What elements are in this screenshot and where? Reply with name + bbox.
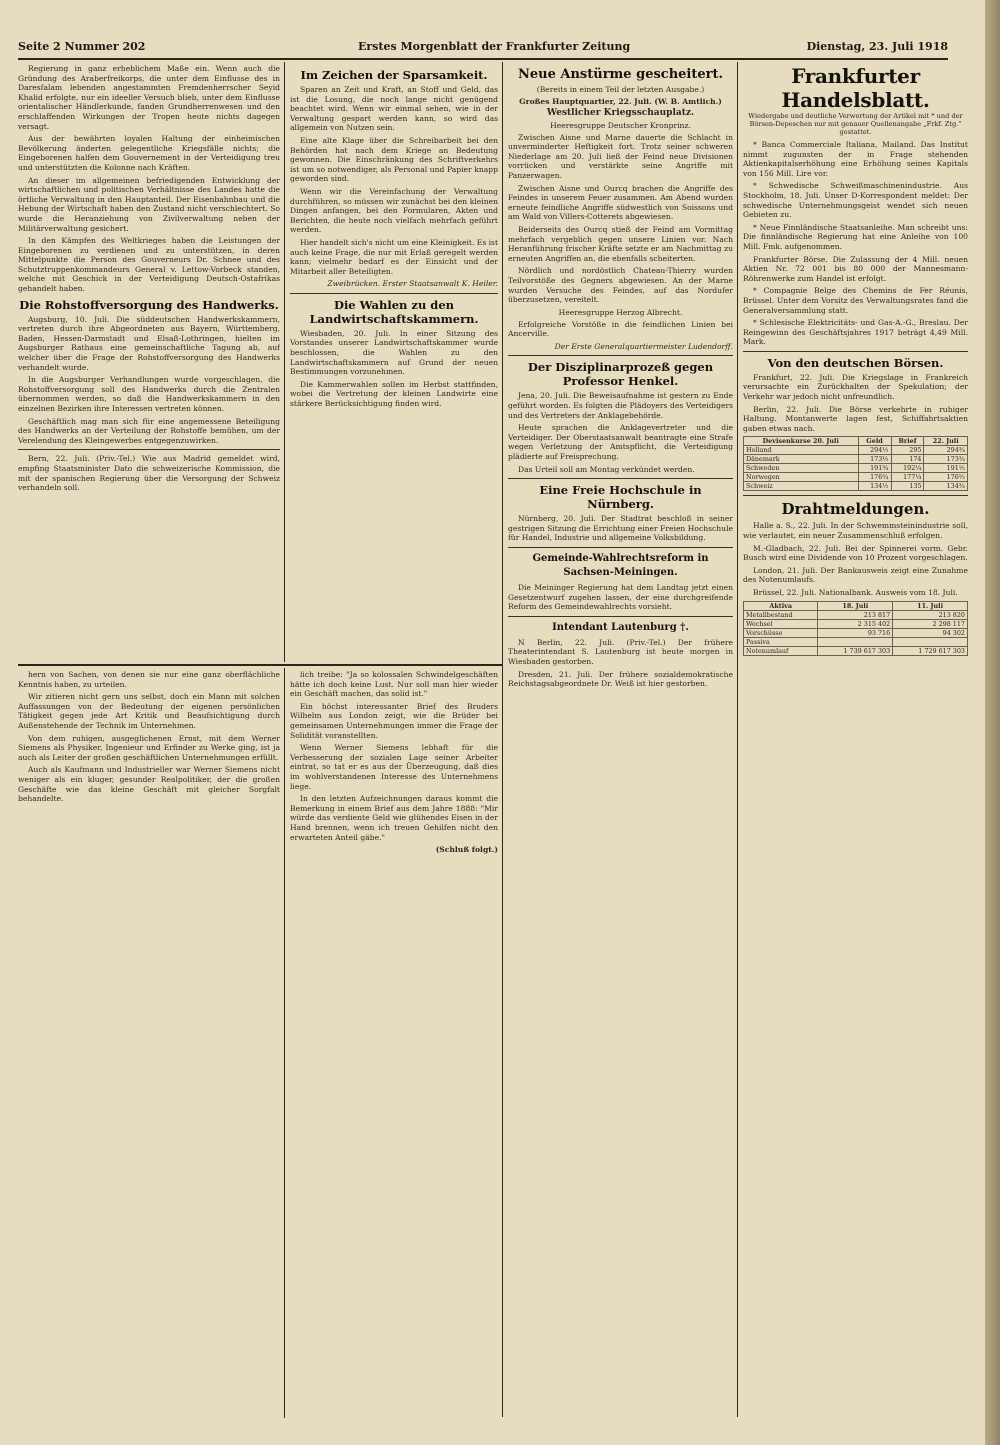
feuilleton-column-left bbox=[18, 670, 280, 1415]
paragraph: Wenn Werner Siemens lebhaft für die Verbesserung der sozialen Lage seiner Arbeiter eintrat, so tat er es aus der Überzeugung, daß dies im wohlverstandenen Interesse des Unternehmens liege. bbox=[290, 743, 498, 791]
table-row bbox=[744, 619, 968, 628]
article-signature: Der Erste Generalquartiermeister Ludendorff. bbox=[554, 341, 733, 351]
paragraph: M.-Gladbach, 22. Juli. Bei der Spinnerei vorm. Gebr. Busch wird eine Dividende von 10 Prozent vorgeschlagen. bbox=[743, 543, 968, 563]
page-number: Seite 2 Nummer 202 bbox=[18, 40, 146, 53]
divider bbox=[508, 355, 733, 356]
table-cell: 2 298 117 bbox=[893, 619, 968, 628]
paragraph: Zwischen Aisne und Ourcq brachen die Angriffe des Feindes in unserem Feuer zusammen. Am Abend wurden erneute feindliche Angriffe südwestlich von Soissons und am Wald von Villers-Cotterets abgewiesen. bbox=[508, 183, 733, 222]
feuilleton-rule bbox=[18, 664, 502, 666]
table-cell: Dänemark bbox=[744, 455, 859, 464]
paragraph: Geschäftlich mag man sich für eine angemessene Beteiligung des Handwerks an der Verteilung der Rohstoffe bemühen, um der Verelendung des Kleingewerbes entgegenzuwirken. bbox=[18, 416, 280, 445]
table-cell: Passiva bbox=[744, 637, 818, 646]
article-title: Die Wahlen zu den Landwirtschaftskammern. bbox=[309, 297, 479, 326]
column-4 bbox=[743, 64, 968, 1414]
section-subheading: Heeresgruppe Herzog Albrecht. bbox=[558, 307, 683, 317]
table-cell: 213 820 bbox=[893, 610, 968, 619]
paragraph: Augsburg, 10. Juli. Die süddeutschen Handwerkskammern, vertreten durch ihre Abgeordneten aus Bayern, Württemberg, Baden, Hessen-Darmstadt und Elsaß-Lothringen, hielten im Augsburger Rathaus eine gemeinschaftliche Tagung ab, auf welcher über die Frage der Rohstoffversorgung des Handwerks verhandelt wurde. bbox=[18, 314, 280, 372]
table-cell: 294¾ bbox=[924, 446, 968, 455]
paragraph: * Neue Finnländische Staatsanleihe. Man schreibt uns: Die finnländische Regierung hat eine Anleihe von 100 Mill. Fmk. aufgenommen. bbox=[743, 222, 968, 251]
table-cell: 191½ bbox=[924, 464, 968, 473]
paragraph: Frankfurt, 22. Juli. Die Kriegslage in Frankreich verursachte ein Zurückhalten der Spekulation; der Verkehr war jedoch nicht unfreundlich. bbox=[743, 372, 968, 402]
divider bbox=[508, 616, 733, 617]
paragraph: Dresden, 21. Juli. Der frühere sozialdemokratische Reichstagsabgeordnete Dr. Weiß ist hier gestorben. bbox=[508, 669, 733, 689]
paragraph: Berlin, 22. Juli. Die Börse verkehrte in ruhiger Haltung. Montanwerte lagen fest, Schiffahrtsaktien gaben etwas nach. bbox=[743, 404, 968, 433]
section-heading: Drahtmeldungen. bbox=[781, 500, 930, 519]
article-title: Im Zeichen der Sparsamkeit. bbox=[300, 68, 488, 82]
table-cell: 93 716 bbox=[818, 628, 893, 637]
column-1 bbox=[18, 64, 280, 659]
column-rule bbox=[737, 62, 738, 1417]
section-subheading: Heeresgruppe Deutscher Kronprinz. bbox=[550, 120, 691, 130]
table-header: 22. Juli bbox=[924, 437, 968, 446]
divider bbox=[290, 293, 498, 294]
table-cell: 174 bbox=[891, 455, 924, 464]
continuation-note: (Schluß folgt.) bbox=[435, 845, 498, 855]
reprint-notice: Wiedergabe und deutliche Verwertung der Artikel mit * und der Börsen-Depeschen nur mit genauer Quellenangabe „Frkf. Ztg." gestattet. bbox=[748, 112, 963, 136]
paragraph: * Schlesische Elektricitäts- und Gas-A.-G., Breslau. Der Reingewinn des Geschäftsjahres 1917 beträgt 4,49 Mill. Mark. bbox=[743, 318, 968, 347]
table-cell: 1 739 617 303 bbox=[818, 646, 893, 655]
divider bbox=[18, 449, 280, 450]
paragraph: Sparen an Zeit und Kraft, an Stoff und Geld, das ist die Losung, die noch lange nicht genügend beachtet wird. Wenn wir einmal sehen, wie in der Verwaltung gespart werden kann, so wird das allgemein von Nutzen sein. bbox=[290, 85, 498, 133]
paragraph: Regierung in ganz erheblichem Maße ein. Wenn auch die Gründung des Araberfreikorps, die unter dem Einflusse des in Daresfalam lebenden angestammten Fremdenherrscher Seyid Khalid erfolgte, nur ein ideeller Versuch blieb, unter dem Einflusse orientalischer Händlerkunde, fanden Grundherrenwesen und den erschlaffenden Wirkungen der Tropen heute nichts dagegen versagt. bbox=[18, 64, 280, 131]
table-row bbox=[744, 628, 968, 637]
paragraph: Aus der bewährten loyalen Haltung der einheimischen Bevölkerung änderten gelegentliche Kriegsfälle nichts; die Eingeborenen halfen dem Gouvernement in der Verteidigung treu und unterstützten die Kolonne nach Kräften. bbox=[18, 134, 280, 172]
table-cell bbox=[893, 637, 968, 646]
feuilleton-column-right bbox=[290, 670, 498, 1415]
table-row bbox=[744, 473, 968, 482]
table-row bbox=[744, 482, 968, 491]
table-cell: Wechsel bbox=[744, 619, 818, 628]
divider bbox=[743, 351, 968, 352]
table-cell: Schweiz bbox=[744, 482, 859, 491]
page-spine bbox=[985, 0, 1000, 1445]
paragraph: Das Urteil soll am Montag verkündet werden. bbox=[518, 464, 695, 474]
paragraph: Heute sprachen die Anklagevertreter und die Verteidiger. Der Oberstaatsanwalt beantragte eine Strafe wegen Verletzung der Amtspflicht, die Verteidigung plädierte auf Freisprechung. bbox=[508, 423, 733, 462]
paragraph: In die Augsburger Verhandlungen wurde vorgeschlagen, die Rohstoffversorgung soll des Handwerks durch die Zentralen übernommen werden, so daß die Handwerkskammern in den einzelnen Bezirken ihre Interessen vertreten können. bbox=[18, 375, 280, 413]
table-header: 18. Juli bbox=[818, 601, 893, 610]
table-cell: 2 315 402 bbox=[818, 619, 893, 628]
table-header: Geld bbox=[858, 437, 891, 446]
table-cell: 295 bbox=[891, 446, 924, 455]
header-rule bbox=[18, 58, 948, 60]
paragraph: * Banca Commerciale Italiana, Mailand. Das Institut nimmt zugunsten der in Frage stehenden Aktienkapitalserhöhung eine Erhöhung seines Kapitals von 156 Mill. Lire vor. bbox=[743, 140, 968, 178]
article-title: Neue Anstürme gescheitert. bbox=[517, 67, 724, 82]
column-rule bbox=[284, 668, 285, 1418]
bank-statement-table bbox=[743, 601, 968, 656]
table-cell: 1 729 617 303 bbox=[893, 646, 968, 655]
table-row bbox=[744, 464, 968, 473]
table-header: 11. Juli bbox=[893, 601, 968, 610]
table-row bbox=[744, 646, 968, 655]
table-cell: 173½ bbox=[858, 455, 891, 464]
table-header: Devisenkurse 20. Juli bbox=[744, 437, 859, 446]
divider bbox=[743, 495, 968, 496]
paragraph: hern von Sachen, von denen sie nur eine ganz oberflächliche Kenntnis haben, zu urteilen. bbox=[18, 670, 280, 689]
paragraph: Erfolgreiche Vorstöße in die feindlichen Linien bei Ancerville. bbox=[508, 319, 733, 339]
paragraph: Wir zitieren nicht gern uns selbst, doch ein Mann mit solchen Auffassungen von der Bedeutung der eigenen persönlichen Tätigkeit gegen jede Art Kritik und Beaufsichtigung durch Außenstehende der Technik im Unternehmen. bbox=[18, 692, 280, 730]
paragraph: Frankfurter Börse. Die Zulassung der 4 Mill. neuen Aktien Nr. 72 001 bis 80 000 der Mannesmann-Röhrenwerke zum Handel ist erfolgt. bbox=[743, 254, 968, 283]
exchange-rate-table bbox=[743, 436, 968, 491]
section-heading: Westlicher Kriegsschauplatz. bbox=[546, 108, 695, 118]
table-cell: Norwegen bbox=[744, 473, 859, 482]
table-cell: Vorschüsse bbox=[744, 628, 818, 637]
column-2 bbox=[290, 64, 498, 659]
table-cell: 294½ bbox=[858, 446, 891, 455]
table-cell: 173¾ bbox=[924, 455, 968, 464]
news-brief: Bern, 22. Juli. (Priv.-Tel.) Wie aus Madrid gemeldet wird, empfing Staatsminister Dato die schweizerische Kommission, die mit der spanischen Regierung über die Versorgung der Schweiz verhandeln soll. bbox=[18, 454, 280, 493]
table-cell: 135 bbox=[891, 482, 924, 491]
table-cell: 94 302 bbox=[893, 628, 968, 637]
section-heading: Von den deutschen Börsen. bbox=[767, 355, 944, 370]
table-cell: 134½ bbox=[858, 482, 891, 491]
table-cell: 176¾ bbox=[858, 473, 891, 482]
column-rule bbox=[502, 62, 503, 1417]
column-rule bbox=[284, 62, 285, 662]
paragraph: Hier handelt sich's nicht um eine Kleinigkeit. Es ist auch keine Frage, die nur mit Erlaß geregelt werden kann; vielmehr bedarf es der Einsicht und der Mitarbeit aller Beteiligten. bbox=[290, 237, 498, 276]
table-cell: Holland bbox=[744, 446, 859, 455]
paragraph: Wiesbaden, 20. Juli. In einer Sitzung des Vorstandes unserer Landwirtschaftskammer wurde beschlossen, die Wahlen zu den Landwirtschaftskammern auf Grund der neuen Bestimmungen vorzunehmen. bbox=[290, 328, 498, 377]
paragraph: * Schwedische Schweißmaschinenindustrie. Aus Stockholm, 18. Juli. Unser D-Korrespondent meldet: Der schwedische Unternehmungsgeist wendet sich neuen Gebieten zu. bbox=[743, 181, 968, 220]
paragraph: Von dem ruhigen, ausgeglichenen Ernst, mit dem Werner Siemens als Physiker, Ingenieur und Erfinder zu Werke ging, ist ja auch als Leiter der großen geschäftlichen Unternehmungen erfüllt. bbox=[18, 733, 280, 762]
table-cell bbox=[818, 637, 893, 646]
paragraph: In den Kämpfen des Weltkrieges haben die Leistungen der Eingeborenen zu verdienen und zu unterstützen, in deren Mittelpunkte die Person des Gouverneurs Dr. Schnee und des Schutztruppenkommandeurs General v. Lettow-Vorbeck standen, welche mit Geschick in der Verteidigung Deutsch-Ostafrikas gehandelt haben. bbox=[18, 236, 280, 294]
table-cell: 191¾ bbox=[858, 464, 891, 473]
table-cell: Schweden bbox=[744, 464, 859, 473]
table-cell: 192¼ bbox=[891, 464, 924, 473]
paragraph: Beiderseits des Ourcq stieß der Feind am Vormittag mehrfach vergeblich gegen unsere Linien vor. Nach Heranführung frischer Kräfte setzte er am Nachmittag zu erneuten Angriffen an, die ebenfalls scheiterten. bbox=[508, 224, 733, 263]
paragraph: Wenn wir die Vereinfachung der Verwaltung durchführen, so müssen wir zunächst bei den kleinen Dingen anfangen, bei den Formularen, Akten und Berichten, die heute noch vielfach mehrfach geführt werden. bbox=[290, 186, 498, 235]
article-title: Die Rohstoffversorgung des Handwerks. bbox=[19, 297, 279, 312]
page-header bbox=[18, 40, 948, 58]
table-cell: 177¼ bbox=[891, 473, 924, 482]
article-subtitle: (Bereits in einem Teil der letzten Ausgabe.) bbox=[536, 85, 705, 94]
paragraph: * Compagnie Belge des Chemins de Fer Réunis, Brüssel. Unter dem Vorsitz des Verwaltungsrates fand die Generalversammlung statt. bbox=[743, 286, 968, 315]
paragraph: Ein höchst interessanter Brief des Bruders Wilhelm aus London zeigt, wie die Brüder bei gemeinsamen Unternehmungen immer die Frage der Solidität voranstellten. bbox=[290, 701, 498, 740]
paragraph: Brüssel, 22. Juli. Nationalbank. Ausweis vom 18. Juli. bbox=[753, 588, 958, 597]
table-row bbox=[744, 610, 968, 619]
paragraph: An dieser im allgemeinen befriedigenden Entwicklung der wirtschaftlichen und politischen Verhältnisse des Landes hatte die örtliche Verwaltung in den Hauptanteil. Der Eisenbahnbau und die Hebung der Wirtschaft haben den Zustand nicht verschlechtert. So wurde die Heranziehung von Zivilverwaltung neben der Militärverwaltung gesichert. bbox=[18, 175, 280, 233]
table-cell: 134¾ bbox=[924, 482, 968, 491]
table-cell: Notenumlauf bbox=[744, 646, 818, 655]
article-title: Eine Freie Hochschule in Nürnberg. bbox=[539, 483, 702, 512]
divider bbox=[508, 478, 733, 479]
paragraph: Jena, 20. Juli. Die Beweisaufnahme ist gestern zu Ende geführt worden. Es folgten die Plädoyers des Verteidigers und des Vertreters der Anklagebehörde. bbox=[508, 391, 733, 420]
paragraph: London, 21. Juli. Der Bankausweis zeigt eine Zunahme des Notenumlaufs. bbox=[743, 565, 968, 585]
paragraph: Zwischen Aisne und Marne dauerte die Schlacht in unverminderter Heftigkeit fort. Trotz seiner schweren Niederlage am 20. Juli ließ der Feind neue Divisionen vorrücken und verstärkte seine Angriffe mit Panzerwagen. bbox=[508, 132, 733, 180]
table-header: Brief bbox=[891, 437, 924, 446]
article-title: Der Disziplinarprozeß gegen Professor Henkel. bbox=[527, 360, 714, 389]
article-signature: Zweibrücken. Erster Staatsanwalt K. Heiler. bbox=[327, 279, 498, 289]
table-cell: Metallbestand bbox=[744, 610, 818, 619]
divider bbox=[508, 547, 733, 548]
table-header: Aktiva bbox=[744, 601, 818, 610]
newspaper-name: Erstes Morgenblatt der Frankfurter Zeitung bbox=[358, 40, 631, 53]
article-title: Intendant Lautenburg †. bbox=[552, 621, 689, 633]
paragraph: Eine alte Klage über die Schreibarbeit bei den Behörden hat nach dem Kriege an Bedeutung gewonnen. Die Einschränkung des Schriftverkehrs ist um so notwendiger, als Personal und Papier knapp geworden sind. bbox=[290, 135, 498, 184]
table-row bbox=[744, 446, 968, 455]
paragraph: Halle a. S., 22. Juli. In der Schwemmsteinindustrie soll, wie verlautet, ein neuer Zusammenschluß erfolgen. bbox=[743, 521, 968, 541]
column-3 bbox=[508, 64, 733, 1414]
paragraph: Die Kammerwahlen sollen im Herbst stattfinden, wobei die Vertretung der kleinen Landwirte eine stärkere Berücksichtigung finden wird. bbox=[290, 379, 498, 409]
paragraph: Nördlich und nordöstlich Chateau-Thierry wurden Teilvorstöße des Gegners abgewiesen. An der Marne wurden Versuche des Feindes, auf das Nordufer überzusetzen, vereitelt. bbox=[508, 266, 733, 305]
paragraph: N Berlin, 22. Juli. (Priv.-Tel.) Der frühere Theaterintendant S. Lautenburg ist heute morgen in Wiesbaden gestorben. bbox=[508, 637, 733, 666]
paragraph: Die Meininger Regierung hat dem Landtag jetzt einen Gesetzentwurf zugehen lassen, der eine durchgreifende Reform des Gemeindewahlrechts vorsieht. bbox=[508, 583, 733, 612]
paragraph: Nürnberg, 20. Juli. Der Stadtrat beschloß in seiner gestrigen Sitzung die Errichtung einer Freien Hochschule für Handel, Industrie und allgemeine Volksbildung. bbox=[508, 514, 733, 543]
issue-date: Dienstag, 23. Juli 1918 bbox=[806, 40, 948, 53]
dateline: Großes Hauptquartier, 22. Juli. (W. B. Amtlich.) bbox=[519, 97, 722, 106]
paragraph: In den letzten Aufzeichnungen daraus kommt die Bemerkung in einem Brief aus dem Jahre 1888: "Mir würde das verdiente Geld wie glühendes Eisen in der Hand brennen, wenn ich treuen Gehilfen nicht den erwarteten Anteil gäbe." bbox=[290, 794, 498, 842]
handelsblatt-masthead: Frankfurter Handelsblatt. bbox=[781, 64, 930, 112]
table-row bbox=[744, 637, 968, 646]
table-cell: 213 817 bbox=[818, 610, 893, 619]
article-title: Gemeinde-Wahlrechtsreform in Sachsen-Meiningen. bbox=[532, 553, 709, 578]
paragraph: lich treibe: "Ja so kolossalen Schwindelgeschäften hätte ich doch keine Lust. Nur soll man hier wieder ein Geschäft machen, das solid ist." bbox=[290, 670, 498, 699]
paragraph: Auch als Kaufmann und Industrieller war Werner Siemens nicht weniger als ein kluger, gesunder Realpolitiker, der die großen Geschäfte wie das kleine Geschäft mit gleicher Sorgfalt behandelte. bbox=[18, 765, 280, 804]
table-cell: 176½ bbox=[924, 473, 968, 482]
table-row bbox=[744, 455, 968, 464]
